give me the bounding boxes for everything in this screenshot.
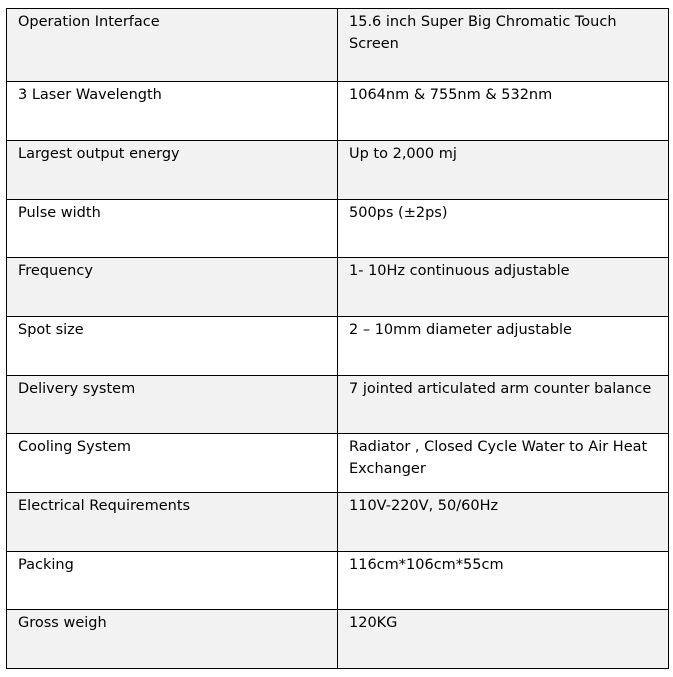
spec-table-body — [7, 9, 669, 669]
spec-value: 7 jointed articulated arm counter balance — [338, 376, 669, 434]
spec-label: Frequency — [7, 258, 338, 317]
spec-value: Up to 2,000 mj — [338, 141, 669, 200]
spec-row-pulse-width — [7, 200, 669, 258]
spec-value: Radiator , Closed Cycle Water to Air Heat Exchanger — [338, 434, 669, 493]
spec-value: 500ps (±2ps) — [338, 200, 669, 258]
spec-label: Pulse width — [7, 200, 338, 258]
spec-row-gross-weight — [7, 610, 669, 669]
spec-value: 15.6 inch Super Big Chromatic Touch Screen — [338, 9, 669, 82]
spec-label: Largest output energy — [7, 141, 338, 200]
spec-value: 116cm*106cm*55cm — [338, 552, 669, 610]
spec-label: Delivery system — [7, 376, 338, 434]
spec-value: 1064nm & 755nm & 532nm — [338, 82, 669, 141]
spec-row-electrical-requirements — [7, 493, 669, 552]
spec-label: Spot size — [7, 317, 338, 376]
spec-table — [6, 8, 669, 669]
spec-row-operation-interface — [7, 9, 669, 82]
spec-row-frequency — [7, 258, 669, 317]
spec-row-packing — [7, 552, 669, 610]
spec-label: Operation Interface — [7, 9, 338, 82]
spec-label: Gross weigh — [7, 610, 338, 669]
spec-row-cooling-system — [7, 434, 669, 493]
spec-label: 3 Laser Wavelength — [7, 82, 338, 141]
spec-row-spot-size — [7, 317, 669, 376]
spec-value: 120KG — [338, 610, 669, 669]
spec-value: 1- 10Hz continuous adjustable — [338, 258, 669, 317]
spec-label: Packing — [7, 552, 338, 610]
spec-label: Cooling System — [7, 434, 338, 493]
spec-row-laser-wavelength — [7, 82, 669, 141]
spec-row-delivery-system — [7, 376, 669, 434]
spec-value: 2 – 10mm diameter adjustable — [338, 317, 669, 376]
spec-row-output-energy — [7, 141, 669, 200]
spec-value: 110V-220V, 50/60Hz — [338, 493, 669, 552]
spec-label: Electrical Requirements — [7, 493, 338, 552]
